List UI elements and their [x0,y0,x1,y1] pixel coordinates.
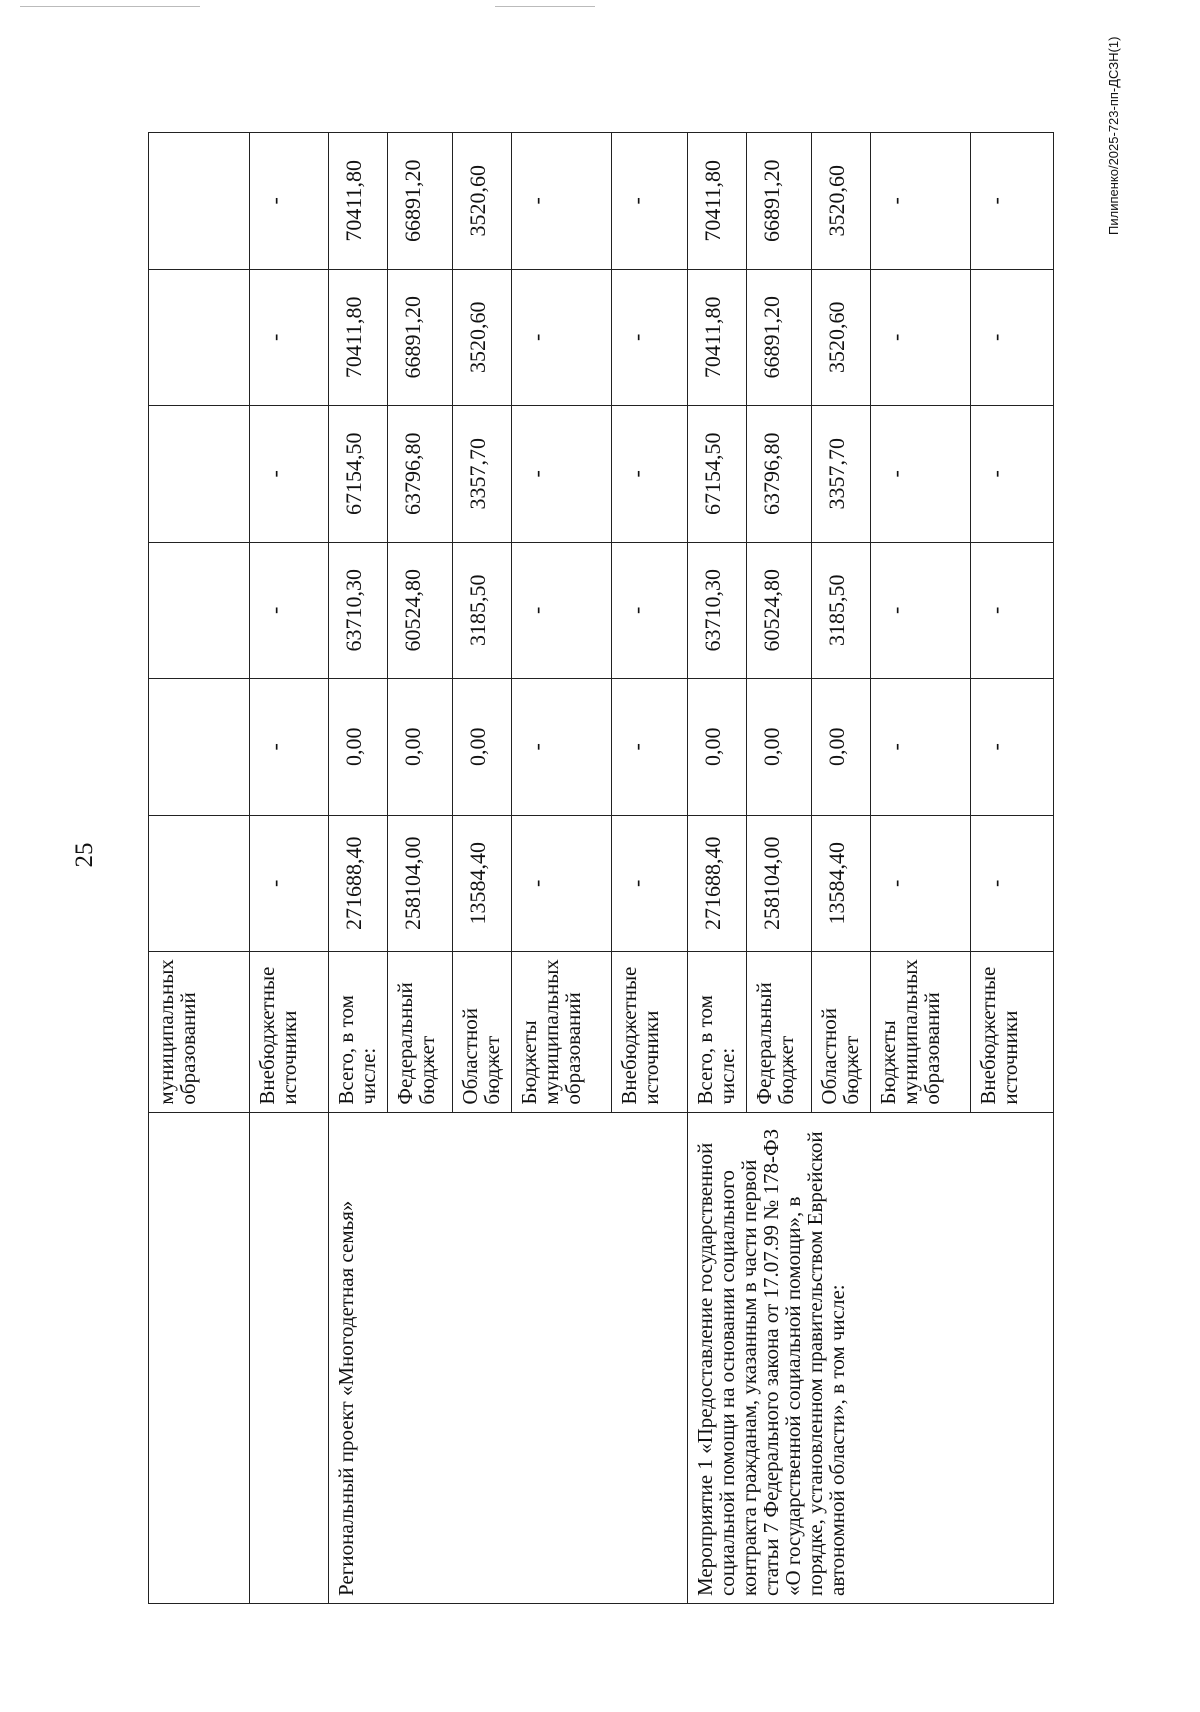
value-cell: 13584,40 [812,815,871,952]
value-cell: - [250,406,329,543]
value-cell: - [871,679,971,816]
value-cell [149,406,250,543]
value-cell: 70411,80 [688,269,747,406]
value-cell: 3357,70 [453,406,512,543]
document-code: Пилипенко/2025-723-пп-ДСЗН(1) [1106,36,1121,235]
source-cell: Бюджеты муниципальных образований [512,952,612,1113]
value-cell: 0,00 [688,679,747,816]
value-cell: 0,00 [747,679,812,816]
value-cell: 67154,50 [688,406,747,543]
source-cell: Внебюджетные источники [971,952,1054,1113]
value-cell: - [250,815,329,952]
top-scan-line [20,6,200,7]
value-cell: 60524,80 [747,542,812,679]
value-cell: - [871,815,971,952]
value-cell [149,133,250,270]
value-cell: 3185,50 [453,542,512,679]
value-cell: - [250,133,329,270]
value-cell: 67154,50 [329,406,388,543]
value-cell [149,815,250,952]
project-cell [250,1112,329,1603]
value-cell: - [871,406,971,543]
value-cell: - [512,542,612,679]
source-cell: Внебюджетные источники [612,952,688,1113]
table-row [688,133,747,1604]
source-cell: Федеральный бюджет [747,952,812,1113]
value-cell: 3357,70 [812,406,871,543]
value-cell: 0,00 [329,679,388,816]
regional-project-cell: Региональный проект «Многодетная семья» [329,1112,688,1603]
value-cell: - [871,133,971,270]
value-cell: 3520,60 [453,269,512,406]
source-cell: муниципальных образований [149,952,250,1113]
value-cell: 3520,60 [812,133,871,270]
value-cell: - [971,406,1054,543]
value-cell: - [971,133,1054,270]
project-cell [149,1112,250,1603]
value-cell: - [971,542,1054,679]
value-cell [149,679,250,816]
value-cell: - [512,815,612,952]
source-cell: Областной бюджет [453,952,512,1113]
value-cell: 258104,00 [388,815,453,952]
value-cell: - [250,269,329,406]
table-row [250,133,329,1604]
value-cell: - [871,542,971,679]
source-cell: Внебюджетные источники [250,952,329,1113]
value-cell: - [971,815,1054,952]
value-cell: - [612,815,688,952]
value-cell: - [250,542,329,679]
value-cell: - [971,679,1054,816]
value-cell: 271688,40 [688,815,747,952]
value-cell: - [512,269,612,406]
value-cell: - [512,133,612,270]
value-cell: 70411,80 [688,133,747,270]
value-cell: 70411,80 [329,133,388,270]
value-cell [149,542,250,679]
value-cell: 271688,40 [329,815,388,952]
value-cell: - [612,406,688,543]
value-cell: 0,00 [812,679,871,816]
value-cell: 63710,30 [688,542,747,679]
value-cell: - [971,269,1054,406]
source-cell: Бюджеты муниципальных образований [871,952,971,1113]
value-cell: - [871,269,971,406]
value-cell: - [612,542,688,679]
value-cell: 66891,20 [388,133,453,270]
value-cell: - [612,679,688,816]
value-cell: 70411,80 [329,269,388,406]
value-cell: - [612,133,688,270]
value-cell: 66891,20 [388,269,453,406]
value-cell: - [250,679,329,816]
value-cell: 63796,80 [747,406,812,543]
source-cell: Областной бюджет [812,952,871,1113]
source-cell: Всего, в том числе: [329,952,388,1113]
value-cell: 66891,20 [747,133,812,270]
value-cell: 258104,00 [747,815,812,952]
source-cell: Федеральный бюджет [388,952,453,1113]
value-cell: 13584,40 [453,815,512,952]
value-cell: 3520,60 [453,133,512,270]
page-number: 25 [71,842,98,868]
value-cell: 63710,30 [329,542,388,679]
value-cell: - [512,406,612,543]
top-scan-line [495,6,595,7]
value-cell: 63796,80 [388,406,453,543]
value-cell: 0,00 [388,679,453,816]
measure-cell: Мероприятие 1 «Предоставление государственной социальной помощи на основании социального контракта гражданам, указанным в части первой статьи 7 Федерального закона от 17.07.99 № 178-ФЗ «О государственной социальной помощи», в порядке, установленном правительством Еврейской автономной области», в том числе: [688,1112,1054,1603]
value-cell: 60524,80 [388,542,453,679]
funding-table [148,132,1054,1604]
value-cell: 0,00 [453,679,512,816]
value-cell: - [612,269,688,406]
value-cell [149,269,250,406]
funding-table-rotated [148,132,1074,1604]
value-cell: 66891,20 [747,269,812,406]
table-row [329,133,388,1604]
value-cell: 3185,50 [812,542,871,679]
value-cell: - [512,679,612,816]
value-cell: 3520,60 [812,269,871,406]
source-cell: Всего, в том числе: [688,952,747,1113]
table-row [149,133,250,1604]
